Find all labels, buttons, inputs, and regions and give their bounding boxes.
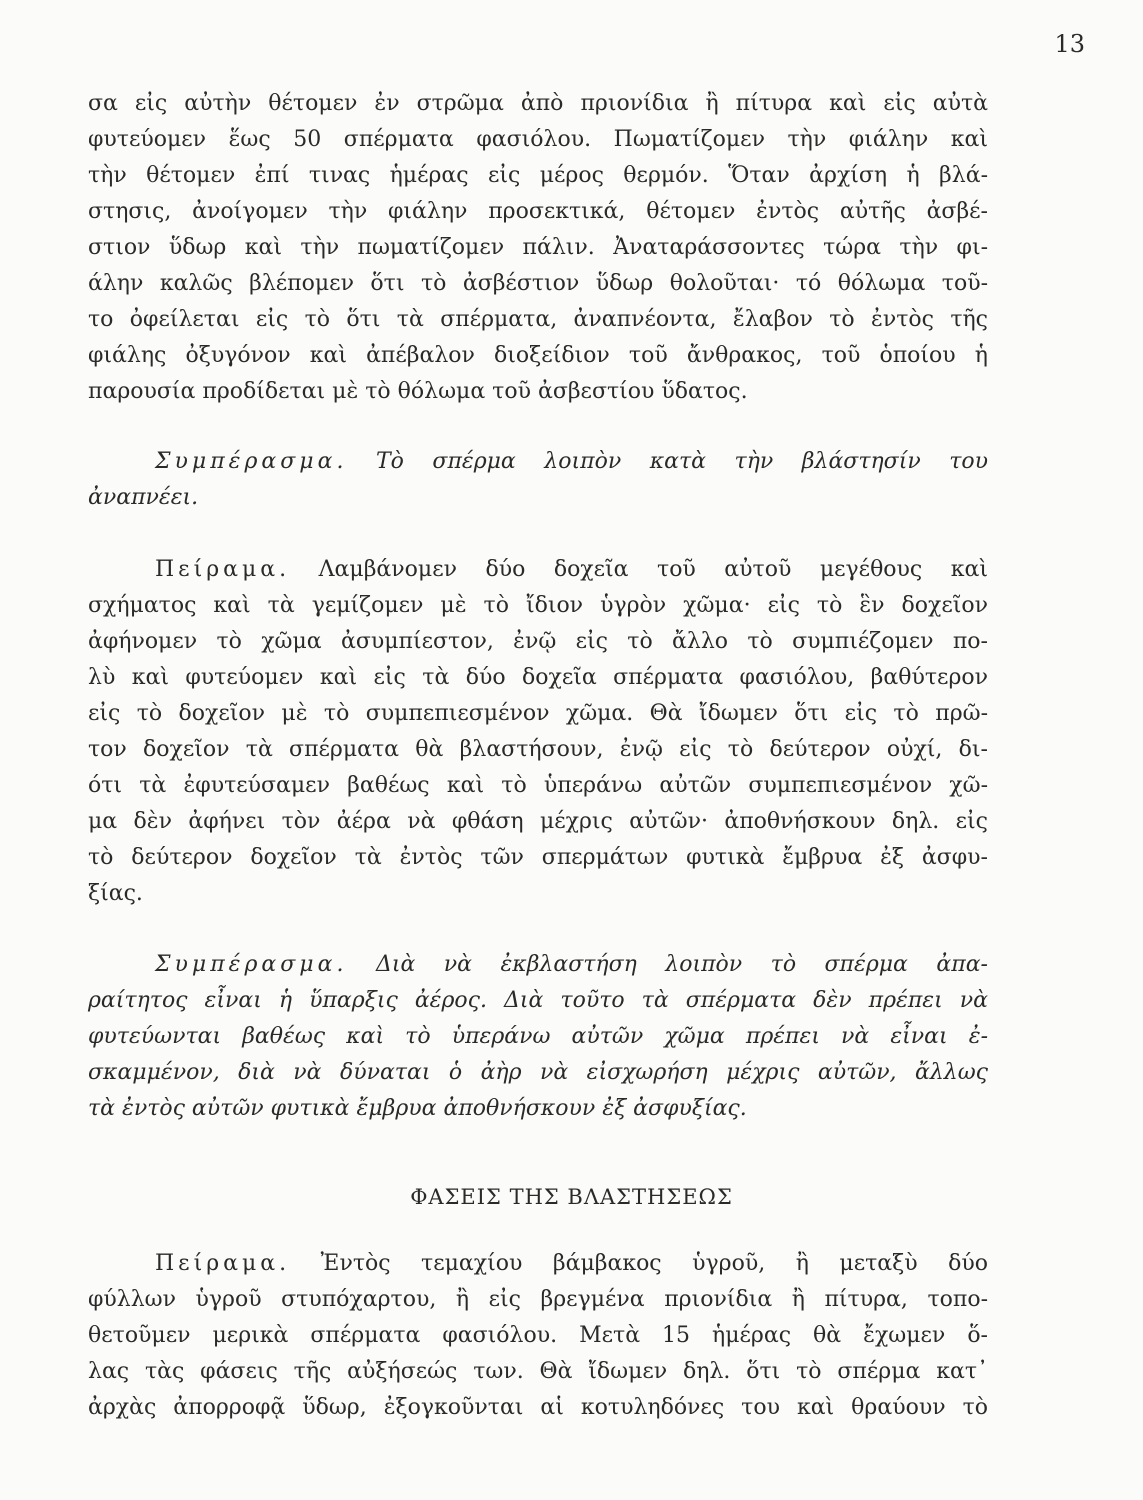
text-line: λὺ καὶ φυτεύομεν καὶ εἰς τὰ δύο δοχεῖα σπέρματα φασιόλου, βαθύτερον [88, 665, 988, 690]
conclusion-line [155, 948, 988, 982]
text-line: ραίτητος εἶναι ἡ ὕπαρξις ἀέρος. Διὰ τοῦτο τὰ σπέρματα δὲν πρέπει νὰ [88, 988, 988, 1013]
conclusion-text: Διὰ νὰ ἐκβλαστήση λοιπὸν τὸ σπέρμα ἀπα- [375, 952, 988, 977]
text-line: φύλλων ὑγροῦ στυπόχαρτου, ἢ εἰς βρεγμένα πριονίδια ἢ πίτυρα, τοπο- [88, 1287, 988, 1312]
conclusion-label: Συμπέρασμα. [155, 952, 348, 977]
experiment-label: Πείραμα. [155, 1251, 291, 1276]
conclusion-line [155, 445, 988, 479]
text-line: άλην καλῶς βλέπομεν ὅτι τὸ ἀσβέστιον ὕδωρ θολοῦται· τό θόλωμα τοῦ- [88, 271, 988, 296]
text-line: μα δὲν ἀφήνει τὸν ἀέρα νὰ φθάση μέχρις αὐτῶν· ἀποθνήσκουν δηλ. εἰς [88, 809, 988, 834]
text-line: στιον ὕδωρ καὶ τὴν πωματίζομεν πάλιν. Ἀναταράσσοντες τώρα τὴν φι- [88, 235, 988, 260]
text-line: τὸ δεύτερον δοχεῖον τὰ ἐντὸς τῶν σπερμάτων φυτικὰ ἔμβρυα ἐξ ἀσφυ- [88, 845, 988, 870]
text-line: ξίας. [88, 881, 143, 906]
text-line: ἀρχὰς ἀπορροφᾷ ὕδωρ, ἐξογκοῦνται αἱ κοτυληδόνες του καὶ θραύουν τὸ [88, 1395, 988, 1420]
text-line: εἰς τὸ δοχεῖον μὲ τὸ συμπεπιεσμένον χῶμα. Θὰ ἴδωμεν ὅτι εἰς τὸ πρῶ- [88, 701, 988, 726]
experiment-text: Ἐντὸς τεμαχίου βάμβακος ὑγροῦ, ἢ μεταξὺ δύο [320, 1251, 988, 1276]
text-line: ἀφήνομεν τὸ χῶμα ἀσυμπίεστον, ἐνῷ εἰς τὸ ἄλλο τὸ συμπιέζομεν πο- [88, 629, 988, 654]
text-line: ότι τὰ ἐφυτεύσαμεν βαθέως καὶ τὸ ὑπεράνω αὐτῶν συμπεπιεσμένον χῶ- [88, 773, 988, 798]
text-line: φυτεύωνται βαθέως καὶ τὸ ὑπεράνω αὐτῶν χῶμα πρέπει νὰ εἶναι ἐ- [88, 1024, 988, 1049]
experiment-text: Λαμβάνομεν δύο δοχεῖα τοῦ αὐτοῦ μεγέθους καὶ [318, 557, 988, 582]
text-line: σκαμμένον, διὰ νὰ δύναται ὁ ἀὴρ νὰ εἰσχωρήση μέχρις αὐτῶν, ἄλλως [88, 1060, 988, 1085]
text-line: τὴν θέτομεν ἐπί τινας ἡμέρας εἰς μέρος θερμόν. Ὅταν ἀρχίση ἡ βλά- [88, 163, 988, 188]
text-line: θετοῦμεν μερικὰ σπέρματα φασιόλου. Μετὰ 15 ἡμέρας θὰ ἔχωμεν ὅ- [88, 1323, 988, 1348]
text-line: παρουσία προδίδεται μὲ τὸ θόλωμα τοῦ ἀσβεστίου ὕδατος. [88, 379, 748, 404]
section-heading: ΦΑΣΕΙΣ ΤΗΣ ΒΛΑΣΤΗΣΕΩΣ [410, 1185, 733, 1209]
text-line: σχήματος καὶ τὰ γεμίζομεν μὲ τὸ ἴδιον ὑγρὸν χῶμα· εἰς τὸ ἓν δοχεῖον [88, 593, 988, 618]
text-line: φυτεύομεν ἕως 50 σπέρματα φασιόλου. Πωματίζομεν τὴν φιάλην καὶ [88, 127, 988, 152]
conclusion-text: Τὸ σπέρμα λοιπὸν κατὰ τὴν βλάστησίν του [375, 449, 989, 474]
text-line: στησις, ἀνοίγομεν τὴν φιάλην προσεκτικά, θέτομεν ἐντὸς αὐτῆς ἀσβέ- [88, 199, 988, 224]
experiment-label: Πείραμα. [155, 557, 291, 582]
text-line: τον δοχεῖον τὰ σπέρματα θὰ βλαστήσουν, ἐνῷ εἰς τὸ δεύτερον οὐχί, δι- [88, 737, 988, 762]
text-line: λας τὰς φάσεις τῆς αὐξήσεώς των. Θὰ ἴδωμεν δηλ. ὅτι τὸ σπέρμα κατ᾽ [88, 1359, 988, 1384]
text-line: το ὀφείλεται εἰς τὸ ὅτι τὰ σπέρματα, ἀναπνέοντα, ἔλαβον τὸ ἐντὸς τῆς [88, 307, 988, 332]
text-line: ἀναπνέει. [88, 485, 199, 510]
text-line: φιάλης ὀξυγόνον καὶ ἀπέβαλον διοξείδιον τοῦ ἄνθρακος, τοῦ ὁποίου ἡ [88, 343, 988, 368]
page-number: 13 [1054, 30, 1085, 58]
experiment-line [155, 553, 988, 587]
conclusion-label: Συμπέρασμα. [155, 449, 348, 474]
text-line: σα εἰς αὐτὴν θέτομεν ἐν στρῶμα ἀπὸ πριονίδια ἢ πίτυρα καὶ εἰς αὐτὰ [88, 91, 988, 116]
text-line: τὰ ἐντὸς αὐτῶν φυτικὰ ἔμβρυα ἀποθνήσκουν ἐξ ἀσφυξίας. [88, 1096, 747, 1121]
experiment-line [155, 1247, 988, 1281]
